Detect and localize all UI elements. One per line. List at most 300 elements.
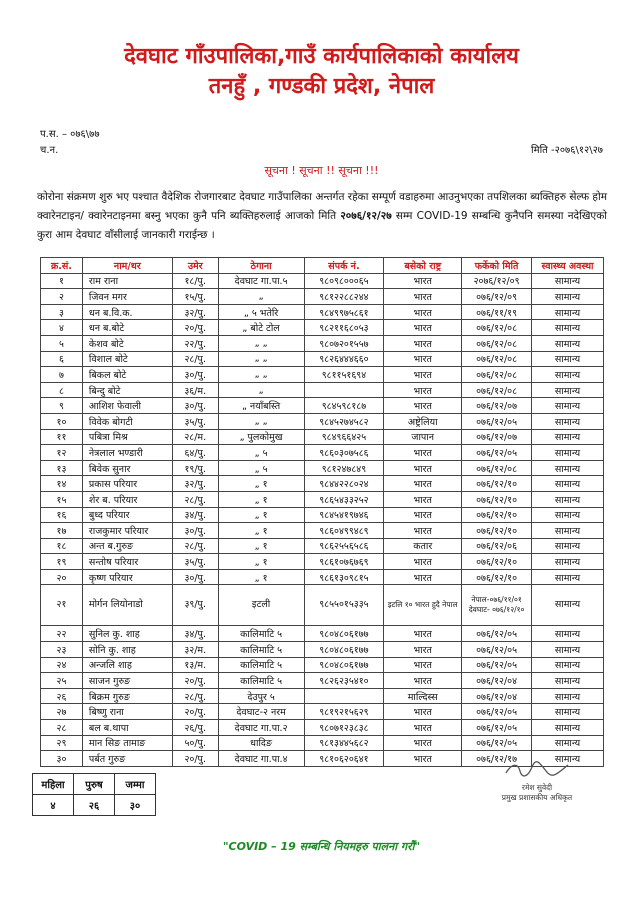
cell-address: कालिमाटि ५ <box>218 657 304 673</box>
cell-serial: ३० <box>41 751 83 767</box>
cell-address: „ १ <box>218 523 304 539</box>
cell-name: विवेक बोगटी <box>82 413 172 429</box>
cell-address: „ <box>218 382 304 398</box>
cell-country: भारत <box>384 720 462 736</box>
cell-serial: २९ <box>41 735 83 751</box>
cell-return-date: ०७६/१२/०५ <box>462 626 532 642</box>
cell-name: बल ब.थापा <box>82 720 172 736</box>
cell-contact: ९८०४८०६१७७ <box>304 642 384 658</box>
cell-country: कतार <box>384 538 462 554</box>
cell-country: भारत <box>384 398 462 414</box>
cell-return-date: ०७६/१२/१० <box>462 491 532 507</box>
cell-address: कालिमाटि ५ <box>218 626 304 642</box>
cell-contact: ९८११५१६९४ <box>304 367 384 383</box>
cell-age: ३४/पु. <box>172 626 218 642</box>
cell-return-date: ०७६/१२/०५ <box>462 735 532 751</box>
cell-country: भारत <box>384 273 462 289</box>
cell-name: अन्जलि शाह <box>82 657 172 673</box>
cell-serial: २३ <box>41 642 83 658</box>
cell-contact: ९८६०४९९४८९ <box>304 523 384 539</box>
table-row <box>41 382 604 398</box>
cell-health-status: सामान्य <box>532 445 604 461</box>
cell-age: २०/पु. <box>172 320 218 336</box>
table-row <box>41 273 604 289</box>
cell-country: भारत <box>384 351 462 367</box>
cell-contact: ९८६१३०९८१५ <box>304 569 384 585</box>
cell-country: भारत <box>384 704 462 720</box>
cell-address: „ पुलकोमुख <box>218 429 304 445</box>
cell-serial: २४ <box>41 657 83 673</box>
cell-age: १९/पु. <box>172 460 218 476</box>
cell-country: भारत <box>384 476 462 492</box>
table-row <box>41 642 604 658</box>
table-row <box>41 569 604 585</box>
cell-age: १८/पु. <box>172 273 218 289</box>
cell-country: भारत <box>384 751 462 767</box>
cell-serial: १५ <box>41 491 83 507</box>
cell-serial: २८ <box>41 720 83 736</box>
cell-name: पर्बत गुरुङ <box>82 751 172 767</box>
cell-serial: १४ <box>41 476 83 492</box>
cell-return-date: ०७६/१२/०४ <box>462 673 532 689</box>
signature-block <box>473 759 601 803</box>
header-country: बसेको राष्ट्र <box>384 258 462 274</box>
summary-header-male: पुरुष <box>74 774 115 795</box>
cell-health-status: सामान्य <box>532 413 604 429</box>
cell-health-status: सामान्य <box>532 554 604 570</box>
cell-contact <box>304 382 384 398</box>
cell-address: „ „ <box>218 413 304 429</box>
table-row <box>41 398 604 414</box>
cell-address: धादिङ <box>218 735 304 751</box>
cell-name: विशाल बोटे <box>82 351 172 367</box>
table-row <box>41 507 604 523</box>
cell-health-status: सामान्य <box>532 735 604 751</box>
cell-return-date: ०७६/१२/१० <box>462 507 532 523</box>
cell-address: „ १ <box>218 569 304 585</box>
cell-health-status: सामान्य <box>532 585 604 626</box>
cell-serial: १२ <box>41 445 83 461</box>
cell-serial: २० <box>41 569 83 585</box>
cell-serial: २१ <box>41 585 83 626</box>
cell-address: „ १ <box>218 491 304 507</box>
cell-age: ३०/पु. <box>172 398 218 414</box>
cell-name: शेर ब. परियार <box>82 491 172 507</box>
cell-health-status: सामान्य <box>532 751 604 767</box>
cell-age: २८/पु. <box>172 538 218 554</box>
cell-name: साजन गुरुङ <box>82 673 172 689</box>
cell-serial: १६ <box>41 507 83 523</box>
cell-country: भारत <box>384 657 462 673</box>
cell-address: „ ५ भतेरि <box>218 304 304 320</box>
cell-country: इटलि १० भारत हुदै नेपाल <box>384 585 462 626</box>
cell-name: बिन्दु बोटे <box>82 382 172 398</box>
cell-contact: ९८५५०१५३३५ <box>304 585 384 626</box>
cell-country: जापान <box>384 429 462 445</box>
cell-return-date: ०७६/१२/०८ <box>462 351 532 367</box>
cell-contact: ९८४५४१९७४६ <box>304 507 384 523</box>
cell-age: ३२/म. <box>172 642 218 658</box>
cell-address: „ १ <box>218 538 304 554</box>
cell-health-status: सामान्य <box>532 538 604 554</box>
cell-return-date: ०७६/१२/०५ <box>462 413 532 429</box>
cell-name: सुनिल कु. शाह <box>82 626 172 642</box>
cell-country: भारत <box>384 507 462 523</box>
cell-contact: ९८४४२२८०२४ <box>304 476 384 492</box>
cell-health-status: सामान्य <box>532 642 604 658</box>
office-address: तनहुँ , गण्डकी प्रदेश, नेपाल <box>208 74 435 99</box>
table-row <box>41 735 604 751</box>
header-contact: संपर्क नं. <box>304 258 384 274</box>
cell-name: मान सिङ तामाङ <box>82 735 172 751</box>
cell-age: २८/पु. <box>172 688 218 704</box>
cell-contact: ९८६२५५६५८६ <box>304 538 384 554</box>
cell-health-status: सामान्य <box>532 351 604 367</box>
table-row <box>41 657 604 673</box>
cell-age: ५०/पु. <box>172 735 218 751</box>
cell-health-status: सामान्य <box>532 382 604 398</box>
table-row <box>41 673 604 689</box>
summary-header-female: महिला <box>33 774 74 795</box>
cell-health-status: सामान्य <box>532 476 604 492</box>
cell-contact: ९८४५२७४५८२ <box>304 413 384 429</box>
notice-title: सूचना ! सूचना !! सूचना !!! <box>264 164 379 177</box>
cell-health-status: सामान्य <box>532 673 604 689</box>
table-row <box>41 704 604 720</box>
cell-contact: ९८६१०७६७६९ <box>304 554 384 570</box>
cell-contact: ९८२६२३५४१० <box>304 673 384 689</box>
table-row <box>41 720 604 736</box>
cell-contact: ९८१२२८८२४४ <box>304 289 384 305</box>
cell-return-date: ०७६/१२/०८ <box>462 320 532 336</box>
cell-contact <box>304 688 384 704</box>
table-row <box>41 335 604 351</box>
cell-serial: ३ <box>41 304 83 320</box>
table-row <box>41 554 604 570</box>
cell-address: कालिमाटि ५ <box>218 642 304 658</box>
cell-serial: ११ <box>41 429 83 445</box>
dispatch-number: च.न. <box>40 145 59 156</box>
cell-health-status: सामान्य <box>532 523 604 539</box>
cell-serial: १८ <box>41 538 83 554</box>
header-address: ठेगाना <box>218 258 304 274</box>
table-row <box>41 476 604 492</box>
cell-address: इटली <box>218 585 304 626</box>
summary-value-female: ४ <box>33 795 74 816</box>
cell-health-status: सामान्य <box>532 320 604 336</box>
table-row <box>41 367 604 383</box>
letter-number: प.स. – ०७६\७७ <box>40 129 100 140</box>
cell-return-date: ०७६/१२/०७ <box>462 398 532 414</box>
cell-name: पबित्रा मिश्र <box>82 429 172 445</box>
header-return-date: फर्केको मिति <box>462 258 532 274</box>
cell-address: „ १ <box>218 554 304 570</box>
cell-serial: २७ <box>41 704 83 720</box>
cell-health-status: सामान्य <box>532 304 604 320</box>
cell-health-status: सामान्य <box>532 720 604 736</box>
cell-country: भारत <box>384 673 462 689</box>
cell-name: जिवन मगर <box>82 289 172 305</box>
table-row <box>41 523 604 539</box>
cell-name: कृष्ण परियार <box>82 569 172 585</box>
table-row <box>41 289 604 305</box>
cell-age: ३०/पु. <box>172 367 218 383</box>
cell-country: भारत <box>384 382 462 398</box>
cell-name: आशिश फेवाली <box>82 398 172 414</box>
signature-scribble <box>502 759 572 781</box>
cell-age: ३४/पु. <box>172 507 218 523</box>
cell-age: २०/पु. <box>172 704 218 720</box>
cell-age: ३५/पु. <box>172 554 218 570</box>
cell-return-date: ०७६/१२/०४ <box>462 688 532 704</box>
cell-contact: ९८०९८०००६५ <box>304 273 384 289</box>
cell-country: अष्ट्रेलिया <box>384 413 462 429</box>
cell-age: ३९/पु. <box>172 585 218 626</box>
cell-age: ३२/पु. <box>172 476 218 492</box>
cell-age: ३२/पु. <box>172 304 218 320</box>
cell-age: २६/पु. <box>172 720 218 736</box>
cell-health-status: सामान्य <box>532 491 604 507</box>
cell-serial: १ <box>41 273 83 289</box>
cell-address: „ बोटे टोल <box>218 320 304 336</box>
cell-contact: ९८१०६२०६४१ <box>304 751 384 767</box>
cell-country: भारत <box>384 460 462 476</box>
cell-contact: ९८४९६६४२५ <box>304 429 384 445</box>
cell-return-date: ०७६/१२/०५ <box>462 720 532 736</box>
cell-contact: ९८०४८०६१७७ <box>304 626 384 642</box>
cell-address: „ „ <box>218 351 304 367</box>
cell-age: २८/पु. <box>172 491 218 507</box>
cell-contact: ९८१९२१५६२९ <box>304 704 384 720</box>
cell-age: ६४/पु. <box>172 445 218 461</box>
cell-country: भारत <box>384 445 462 461</box>
cell-return-date: ०७६/१२/०५ <box>462 642 532 658</box>
cell-country: भारत <box>384 554 462 570</box>
cell-return-date: ०७६/१२/०५ <box>462 657 532 673</box>
cell-country: भारत <box>384 569 462 585</box>
cell-name: प्रकास परियार <box>82 476 172 492</box>
cell-contact: ९८४५९८१८७ <box>304 398 384 414</box>
cell-age: २८/म. <box>172 429 218 445</box>
notice-body-date: २०७६/१२/२७ <box>340 210 392 222</box>
cell-address: देवघाट-२ नरम <box>218 704 304 720</box>
cell-contact: ९८४९९७५८६१ <box>304 304 384 320</box>
table-row <box>41 491 604 507</box>
cell-name: बुध्द परियार <box>82 507 172 523</box>
cell-contact: ९८६०३०७५८६ <box>304 445 384 461</box>
cell-return-date: ०७६/१२/०६ <box>462 538 532 554</box>
cell-address: „ „ <box>218 335 304 351</box>
cell-country: भारत <box>384 523 462 539</box>
header-serial: क्र.सं. <box>41 258 83 274</box>
cell-country: भारत <box>384 491 462 507</box>
cell-return-date: २०७६/१२/०९ <box>462 273 532 289</box>
returnee-table <box>40 257 604 767</box>
cell-name: धन ब.बोटे <box>82 320 172 336</box>
cell-address: देवघाट गा.पा.५ <box>218 273 304 289</box>
cell-age: ३०/पु. <box>172 569 218 585</box>
table-row <box>41 320 604 336</box>
summary-header-row <box>33 774 156 795</box>
table-header-row <box>41 258 604 274</box>
cell-return-date: ०७६/११/१९ <box>462 304 532 320</box>
cell-country: भारत <box>384 642 462 658</box>
covid-slogan: "COVID – 19 सम्बन्धि नियमहरु पालना गरौं" <box>222 840 421 853</box>
cell-name: बिक्रम गुरुङ <box>82 688 172 704</box>
cell-country: भारत <box>384 367 462 383</box>
cell-return-date: ०७६/१२/१० <box>462 523 532 539</box>
header-name: नाम/थर <box>82 258 172 274</box>
cell-health-status: सामान्य <box>532 704 604 720</box>
table-row <box>41 538 604 554</box>
cell-address: „ १ <box>218 507 304 523</box>
cell-return-date: ०७६/१२/०७ <box>462 429 532 445</box>
cell-serial: २२ <box>41 626 83 642</box>
cell-health-status: सामान्य <box>532 657 604 673</box>
table-row <box>41 688 604 704</box>
cell-serial: १९ <box>41 554 83 570</box>
summary-header-total: जम्मा <box>115 774 156 795</box>
cell-contact: ९८२६४४४६६० <box>304 351 384 367</box>
cell-serial: २६ <box>41 688 83 704</box>
cell-health-status: सामान्य <box>532 429 604 445</box>
cell-health-status: सामान्य <box>532 273 604 289</box>
cell-name: केशव बोटे <box>82 335 172 351</box>
cell-age: २०/पु. <box>172 673 218 689</box>
cell-name: नेत्रलाल भण्डारी <box>82 445 172 461</box>
cell-return-date: ०७६/१२/०८ <box>462 460 532 476</box>
table-row <box>41 304 604 320</box>
cell-name: मोर्गन लियोनाडो <box>82 585 172 626</box>
notice-body-part1: कोरोना संक्रमण शुरु भए पश्चात वैदेशिक रोजगारबाट देवघाट गाउँपालिका अन्तर्गत रहेका सम्पूर्ण वडाहरुमा आउनुभएका तपशिलका ब्यक्तिहरु सेल्फ होम क्वारेनटाइन/ क्वारेनटाइनमा बस्नु भएका कुनै पनि ब्यक्तिहरुलाई आजको मिति <box>37 191 607 222</box>
cell-age: ३६/म. <box>172 382 218 398</box>
cell-address: देवघाट गा.पा.२ <box>218 720 304 736</box>
cell-name: राम राना <box>82 273 172 289</box>
cell-country: भारत <box>384 626 462 642</box>
cell-health-status: सामान्य <box>532 367 604 383</box>
cell-country: माल्दिस्स <box>384 688 462 704</box>
cell-country: भारत <box>384 320 462 336</box>
cell-serial: २ <box>41 289 83 305</box>
cell-return-date: ०७६/१२/१० <box>462 569 532 585</box>
table-row <box>41 351 604 367</box>
cell-return-date: ०७६/१२/०५ <box>462 704 532 720</box>
cell-serial: ८ <box>41 382 83 398</box>
cell-return-date: ०७६/१२/०९ <box>462 289 532 305</box>
cell-return-date: ०७६/१२/०८ <box>462 382 532 398</box>
cell-age: ३०/पु. <box>172 523 218 539</box>
cell-serial: १३ <box>41 460 83 476</box>
cell-health-status: सामान्य <box>532 688 604 704</box>
cell-address: „ „ <box>218 367 304 383</box>
cell-return-date: नेपाल-०७६/११/०१ देवघाट- ०७६/१२/१० <box>462 585 532 626</box>
cell-address: देउपुर ५ <box>218 688 304 704</box>
table-row <box>41 429 604 445</box>
cell-address: „ १ <box>218 476 304 492</box>
cell-name: अन्त ब.गुरुङ <box>82 538 172 554</box>
cell-name: बिवेक सुनार <box>82 460 172 476</box>
cell-age: २८/पु. <box>172 351 218 367</box>
cell-health-status: सामान्य <box>532 507 604 523</box>
cell-health-status: सामान्य <box>532 335 604 351</box>
cell-serial: १० <box>41 413 83 429</box>
cell-age: २२/पु. <box>172 335 218 351</box>
cell-serial: ६ <box>41 351 83 367</box>
cell-address: देवघाट गा.पा.४ <box>218 751 304 767</box>
cell-address: „ <box>218 289 304 305</box>
signatory-title: प्रमुख प्रशासकीय अधिकृत <box>501 793 573 802</box>
table-row <box>41 460 604 476</box>
summary-values-row <box>33 795 156 816</box>
cell-contact: ९८६५४३३२५२ <box>304 491 384 507</box>
cell-contact: ९८१२४७८४९ <box>304 460 384 476</box>
cell-name: बिकल बोटे <box>82 367 172 383</box>
cell-contact: ९८०७२०१५५७ <box>304 335 384 351</box>
cell-serial: ९ <box>41 398 83 414</box>
table-row <box>41 445 604 461</box>
cell-serial: २५ <box>41 673 83 689</box>
letter-date: मिति -२०७६\१२\२७ <box>531 145 603 156</box>
cell-address: „ नयाँबस्ति <box>218 398 304 414</box>
cell-country: भारत <box>384 335 462 351</box>
cell-health-status: सामान्य <box>532 398 604 414</box>
notice-body <box>37 188 607 245</box>
table-row <box>41 626 604 642</box>
cell-health-status: सामान्य <box>532 569 604 585</box>
office-name: देवघाट गाँउपालिका,गाउँ कार्यपालिकाको कार्यालय <box>124 44 519 69</box>
summary-value-total: ३० <box>115 795 156 816</box>
cell-serial: ७ <box>41 367 83 383</box>
cell-country: भारत <box>384 304 462 320</box>
header-age: उमेर <box>172 258 218 274</box>
cell-contact: ९८२११६८०५३ <box>304 320 384 336</box>
cell-serial: ५ <box>41 335 83 351</box>
cell-serial: १७ <box>41 523 83 539</box>
cell-name: सोनि कु. शाह <box>82 642 172 658</box>
cell-address: कालिमाटि ५ <box>218 673 304 689</box>
notice-body-part2: सम्म COVID-19 सम्बन्धि कुनैपनि समस्या नदेखिएको कुरा आम देवघाट वाँसीलाई जानकारी गराईन्छ । <box>37 210 607 241</box>
cell-contact: ९८१३४४५६८२ <box>304 735 384 751</box>
cell-return-date: ०७६/१२/१७ <box>462 751 532 767</box>
cell-country: भारत <box>384 289 462 305</box>
table-row <box>41 585 604 626</box>
cell-return-date: ०७६/१२/०८ <box>462 335 532 351</box>
summary-value-male: २६ <box>74 795 115 816</box>
signatory-name: रमेश सुवेदी <box>521 783 553 792</box>
cell-serial: ४ <box>41 320 83 336</box>
cell-name: बिष्णु राना <box>82 704 172 720</box>
cell-age: १३/म. <box>172 657 218 673</box>
cell-age: २०/पु. <box>172 751 218 767</box>
cell-name: राजकुमार परियार <box>82 523 172 539</box>
cell-return-date: ०७६/१२/१० <box>462 476 532 492</box>
cell-health-status: सामान्य <box>532 626 604 642</box>
cell-address: „ ५ <box>218 445 304 461</box>
cell-return-date: ०७६/१२/०५ <box>462 445 532 461</box>
cell-name: सन्तोष परियार <box>82 554 172 570</box>
cell-contact: ९८०७१२३८३८ <box>304 720 384 736</box>
cell-name: धन ब.वि.क. <box>82 304 172 320</box>
cell-address: „ ५ <box>218 460 304 476</box>
cell-age: ३५/पु. <box>172 413 218 429</box>
cell-contact: ९८०४८०६१७७ <box>304 657 384 673</box>
cell-health-status: सामान्य <box>532 289 604 305</box>
cell-health-status: सामान्य <box>532 460 604 476</box>
cell-return-date: ०७६/१२/१० <box>462 554 532 570</box>
cell-country: भारत <box>384 735 462 751</box>
summary-table <box>32 773 156 816</box>
cell-age: १५/पु. <box>172 289 218 305</box>
